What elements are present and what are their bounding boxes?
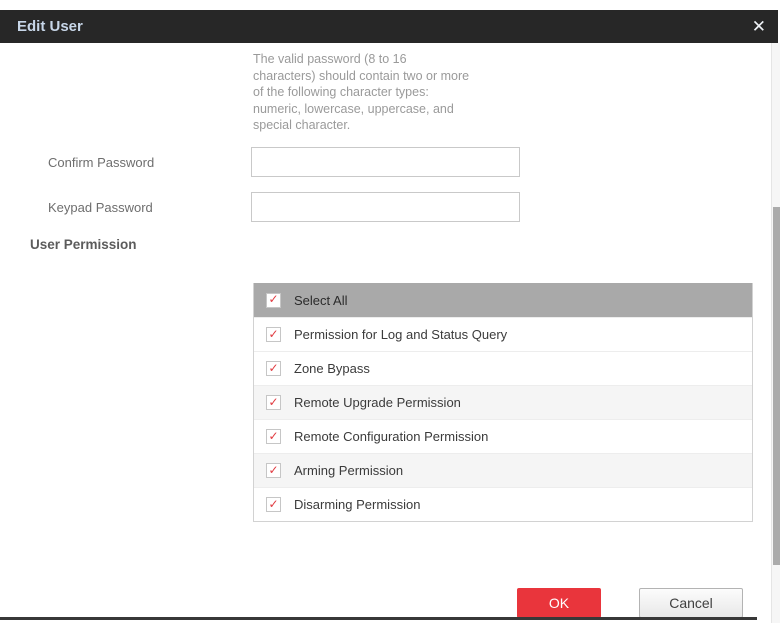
permission-list <box>253 283 753 522</box>
keypad-password-label: Keypad Password <box>48 200 153 215</box>
permission-row-disarming[interactable] <box>254 487 752 521</box>
permission-checkbox[interactable] <box>266 463 281 478</box>
checkmark-icon: ✓ <box>268 428 279 443</box>
permission-row-remote-upgrade[interactable] <box>254 385 752 419</box>
permission-checkbox[interactable] <box>266 497 281 512</box>
close-icon[interactable]: ✕ <box>751 17 766 36</box>
permission-row-label: Permission for Log and Status Query <box>294 327 508 342</box>
permission-row-log-status-query[interactable] <box>254 317 752 351</box>
cancel-button[interactable]: Cancel <box>639 588 743 618</box>
password-hint-line: numeric, lowercase, uppercase, and <box>253 101 454 116</box>
permission-checkbox[interactable] <box>266 361 281 376</box>
checkmark-icon: ✓ <box>268 326 279 341</box>
checkmark-icon: ✓ <box>268 462 279 477</box>
permission-row-remote-configuration[interactable] <box>254 419 752 453</box>
checkmark-icon: ✓ <box>268 292 279 306</box>
checkmark-icon: ✓ <box>268 496 279 511</box>
password-hint <box>253 51 543 134</box>
permission-checkbox[interactable] <box>266 429 281 444</box>
confirm-password-label: Confirm Password <box>48 155 155 170</box>
user-permission-section-label: User Permission <box>30 237 137 252</box>
permission-row-label: Remote Configuration Permission <box>294 429 489 444</box>
permission-row-zone-bypass[interactable] <box>254 351 752 385</box>
checkmark-icon: ✓ <box>268 360 279 375</box>
confirm-password-input[interactable] <box>251 147 520 177</box>
permission-row-arming[interactable] <box>254 453 752 487</box>
dialog-titlebar <box>0 10 778 43</box>
permission-checkbox[interactable] <box>266 327 281 342</box>
permission-row-label: Disarming Permission <box>294 497 421 512</box>
password-hint-line: special character. <box>253 118 351 132</box>
ok-button[interactable]: OK <box>517 588 601 618</box>
password-hint-line: The valid password (8 to 16 <box>253 52 407 66</box>
keypad-password-input[interactable] <box>251 192 520 222</box>
permission-row-label: Arming Permission <box>294 463 404 478</box>
checkmark-icon: ✓ <box>268 394 279 409</box>
permission-checkbox[interactable] <box>266 395 281 410</box>
dialog-title: Edit User <box>17 18 83 35</box>
permission-row-label: Remote Upgrade Permission <box>294 395 461 410</box>
permission-row-label: Zone Bypass <box>294 361 370 376</box>
permission-row-select-all[interactable] <box>254 283 752 317</box>
scrollbar-thumb[interactable] <box>773 207 780 565</box>
password-hint-line: characters) should contain two or more <box>253 68 470 83</box>
window-bottom-edge <box>0 617 757 620</box>
select-all-checkbox[interactable] <box>266 293 281 308</box>
vertical-scrollbar[interactable] <box>771 43 780 623</box>
password-hint-line: of the following character types: <box>253 85 429 99</box>
permission-row-label: Select All <box>294 292 348 308</box>
